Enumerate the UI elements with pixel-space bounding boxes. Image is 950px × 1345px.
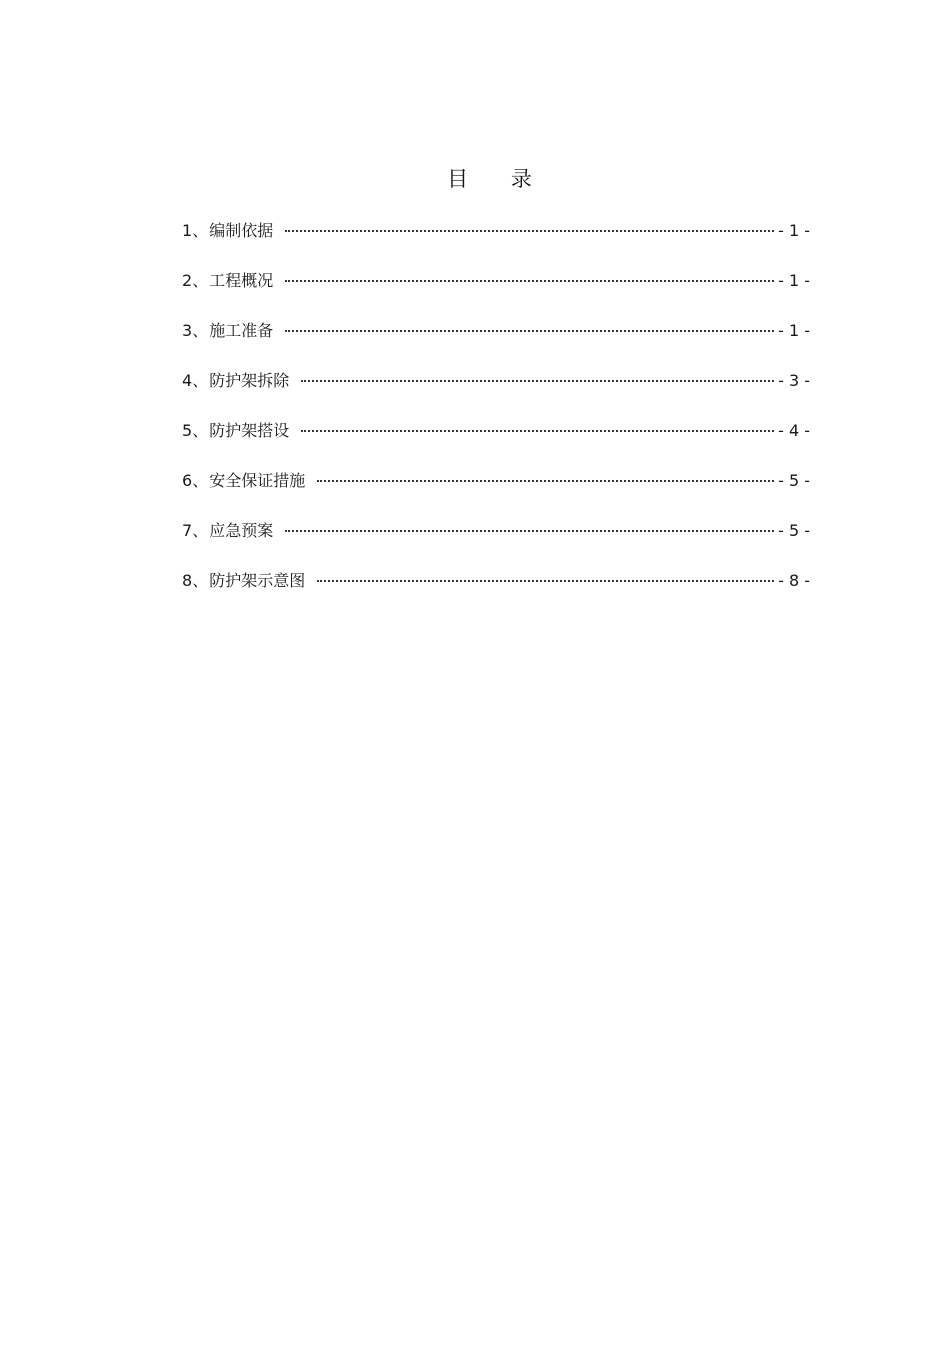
toc-entry[interactable] [182,416,810,466]
toc-entry-title: 编制依据 [209,221,274,240]
toc-entry-title: 防护架示意图 [209,571,306,590]
toc-entry[interactable] [182,516,810,566]
toc-entry-title: 防护架搭设 [209,421,290,440]
toc-entry-separator: 、 [192,471,209,490]
toc-entry-label [182,516,273,546]
toc-entry-separator: 、 [192,421,209,440]
toc-entry[interactable] [182,216,810,266]
toc-entry-separator: 、 [192,571,209,590]
toc-list [182,216,810,616]
toc-entry-separator: 、 [192,371,209,390]
toc-entry-number: 3 [182,321,193,340]
toc-entry-title: 施工准备 [209,321,274,340]
toc-entry-number: 2 [182,271,193,290]
toc-entry-separator: 、 [192,521,209,540]
toc-leader-dots [301,430,774,432]
toc-entry-label [182,416,289,446]
toc-leader-dots [317,480,774,482]
toc-leader-dots [285,280,774,282]
toc-entry-number: 4 [182,371,193,390]
toc-leader-dots [285,230,774,232]
toc-entry-number: 1 [182,221,193,240]
toc-entry-page: - 1 - [778,221,810,240]
toc-entry-page: - 3 - [778,371,810,390]
toc-entry[interactable] [182,466,810,516]
toc-entry-label [182,566,305,596]
toc-entry[interactable] [182,566,810,616]
toc-entry-label [182,216,273,246]
toc-entry-title: 工程概况 [209,271,274,290]
toc-entry[interactable] [182,266,810,316]
toc-entry-separator: 、 [192,221,209,240]
toc-entry-page: - 1 - [778,271,810,290]
toc-entry-page: - 4 - [778,421,810,440]
toc-leader-dots [301,380,774,382]
toc-entry-page: - 8 - [778,571,810,590]
toc-entry-title: 防护架拆除 [209,371,290,390]
toc-entry-label [182,466,305,496]
toc-entry-number: 7 [182,521,193,540]
toc-entry-number: 5 [182,421,193,440]
toc-entry-page: - 5 - [778,471,810,490]
toc-entry-page: - 1 - [778,321,810,340]
toc-entry-number: 8 [182,571,193,590]
toc-entry-title: 应急预案 [209,521,274,540]
toc-leader-dots [317,580,774,582]
toc-entry-separator: 、 [192,321,209,340]
toc-entry-title: 安全保证措施 [209,471,306,490]
toc-entry-number: 6 [182,471,193,490]
toc-entry[interactable] [182,316,810,366]
toc-entry[interactable] [182,366,810,416]
toc-entry-label [182,266,273,296]
toc-entry-label [182,366,289,396]
toc-entry-page: - 5 - [778,521,810,540]
toc-leader-dots [285,530,774,532]
toc-entry-label [182,316,273,346]
toc-entry-separator: 、 [192,271,209,290]
toc-leader-dots [285,330,774,332]
toc-title: 目 录 [447,167,550,191]
